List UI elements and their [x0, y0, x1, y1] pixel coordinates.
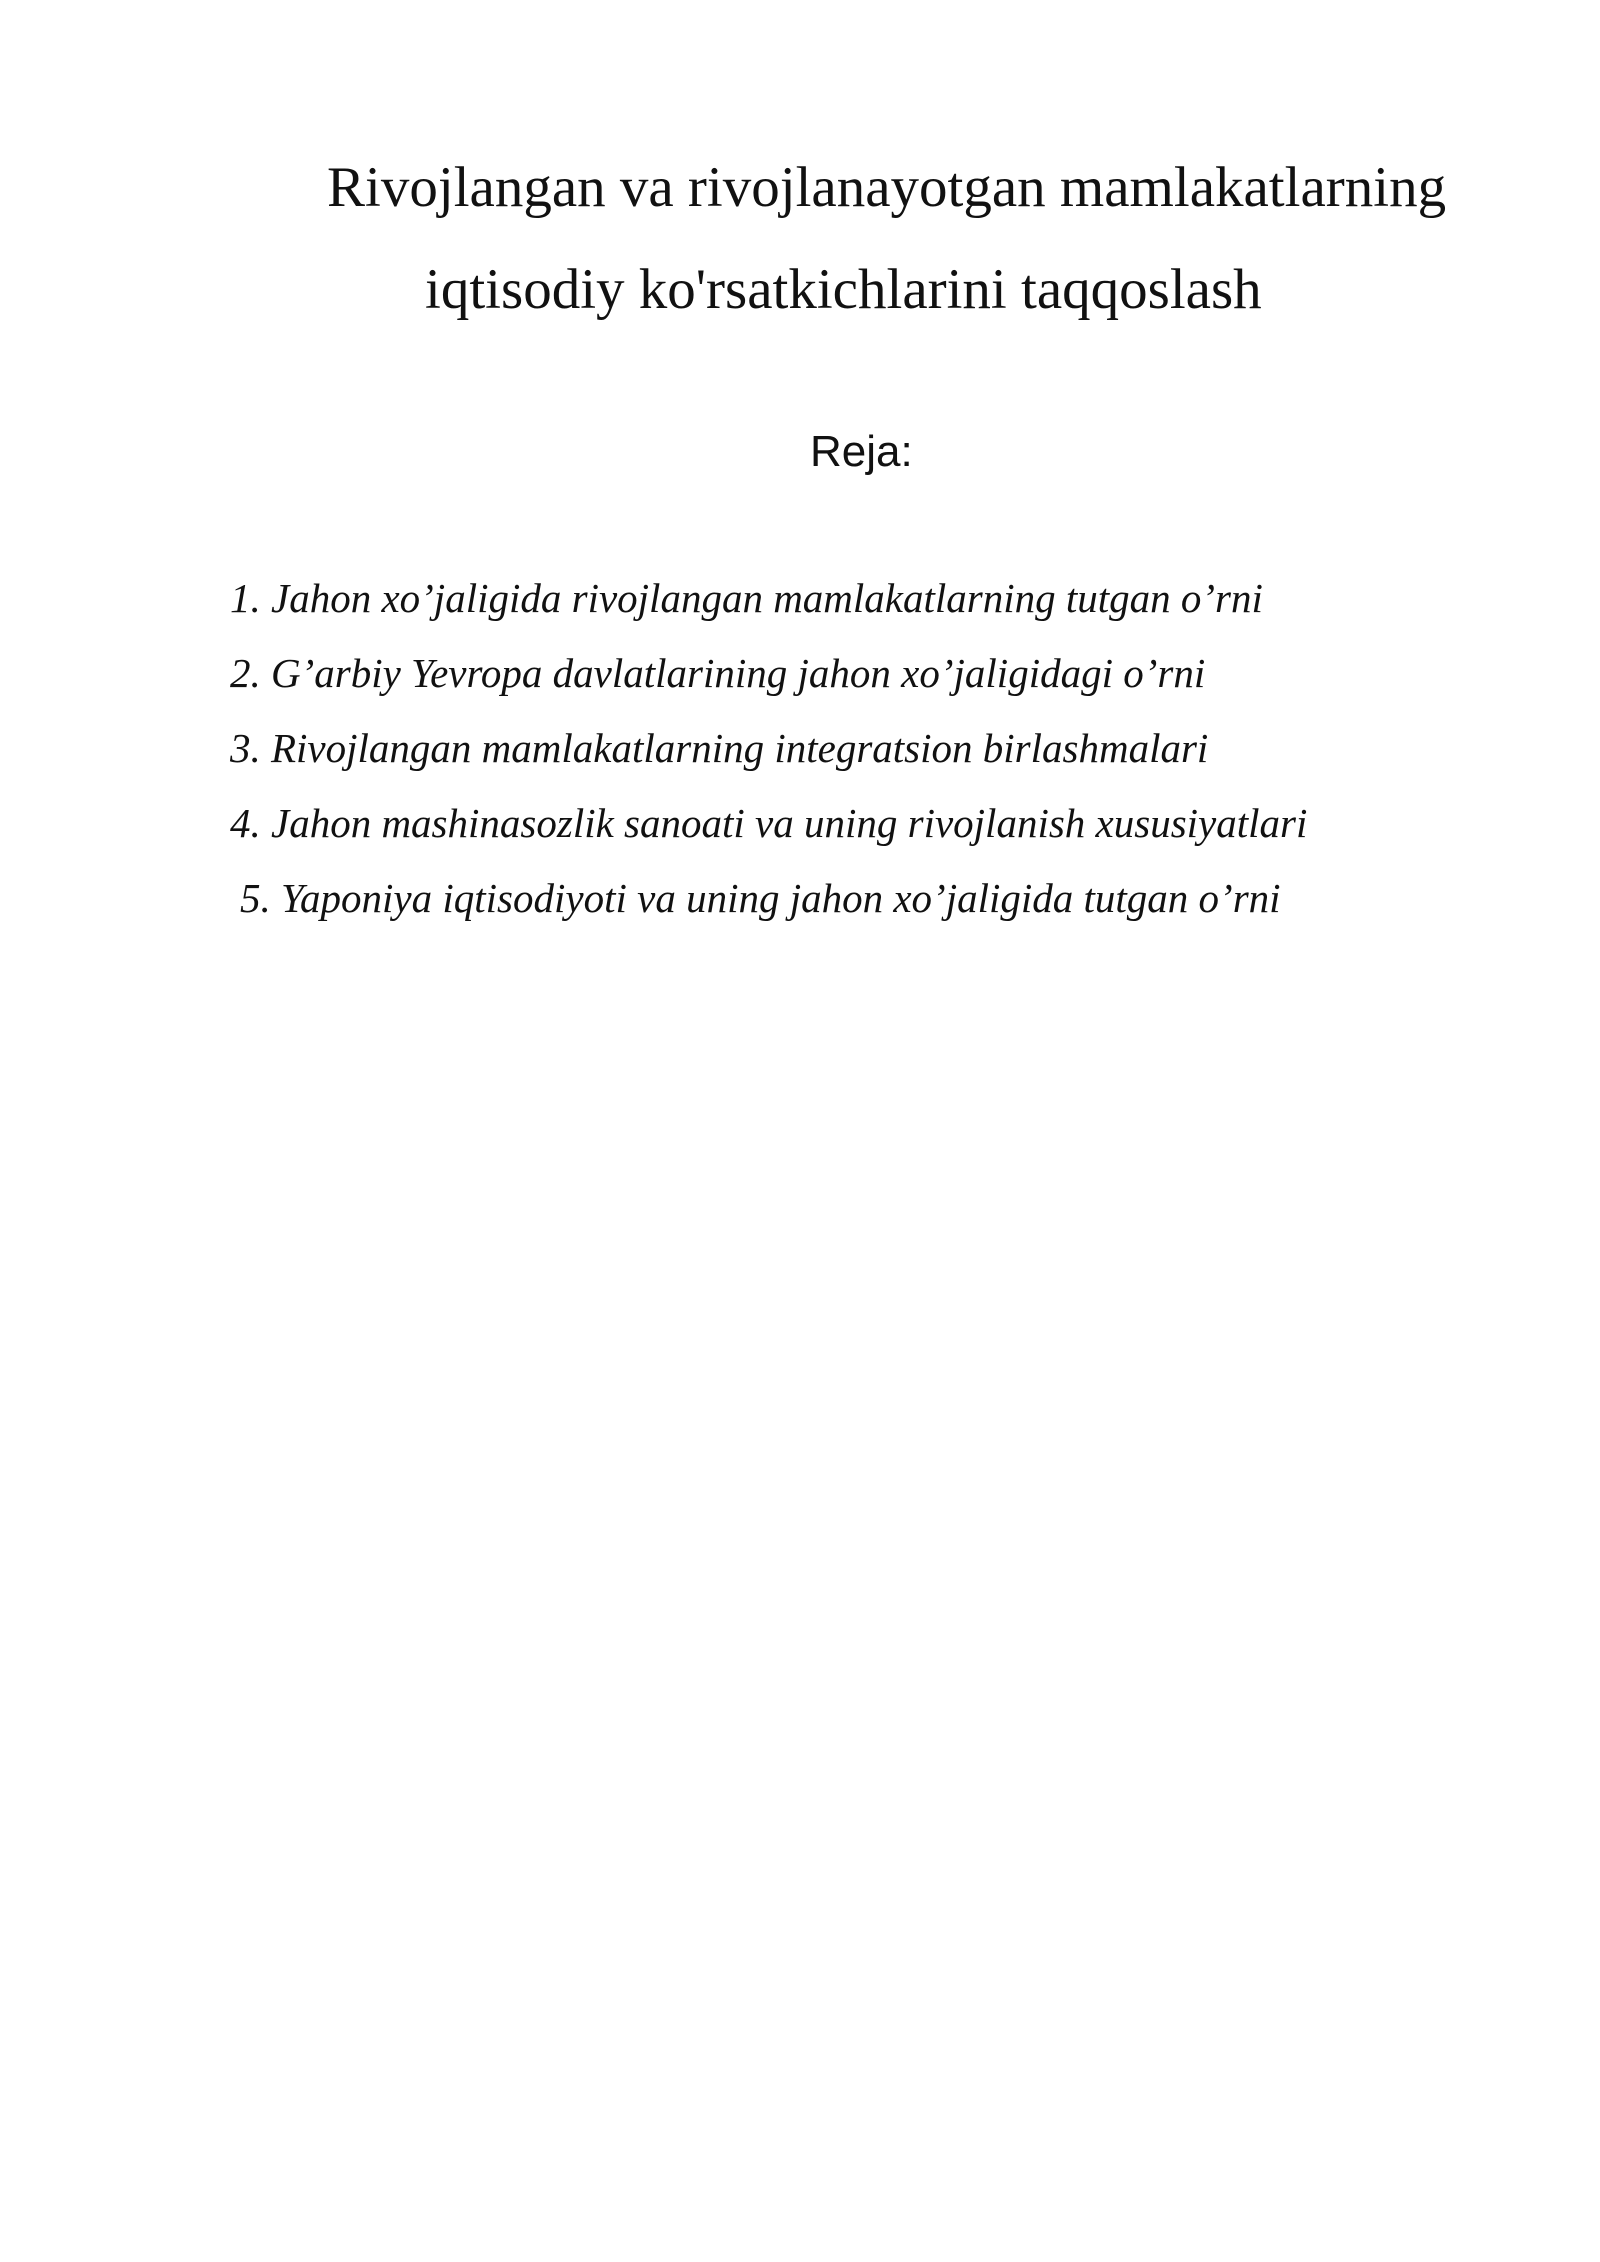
plan-item: 4. Jahon mashinasozlik sanoati va uning rivojlanish xususiyatlari — [230, 800, 1308, 846]
plan-heading: Reja: — [810, 427, 913, 476]
document-title-line-1: Rivojlangan va rivojlanayotgan mamlakatlarning — [327, 156, 1447, 219]
plan-item: 3. Rivojlangan mamlakatlarning integratsion birlashmalari — [230, 725, 1209, 771]
plan-item: 5. Yaponiya iqtisodiyoti va uning jahon xo’jaligida tutgan o’rni — [240, 875, 1281, 921]
plan-item: 2. G’arbiy Yevropa davlatlarining jahon xo’jaligidagi o’rni — [230, 650, 1206, 696]
plan-item: 1. Jahon xo’jaligida rivojlangan mamlakatlarning tutgan o’rni — [230, 575, 1263, 621]
document-title-line-2: iqtisodiy ko'rsatkichlarini taqqoslash — [425, 258, 1262, 321]
